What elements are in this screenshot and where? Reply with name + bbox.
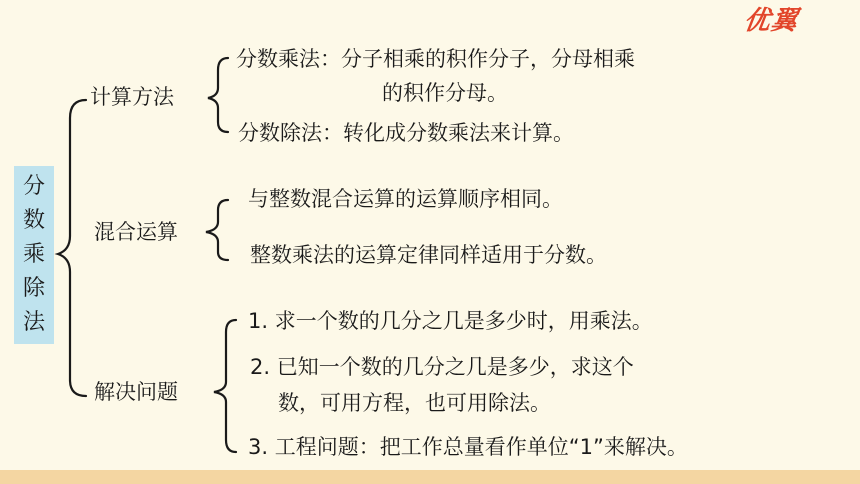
- solve-item-2: 2. 已知一个数的几分之几是多少，求这个: [250, 355, 634, 379]
- root-char: 数: [22, 208, 45, 233]
- main-brace: [58, 100, 86, 396]
- branch-label-mixed: 混合运算: [94, 220, 178, 244]
- branch-label-solve: 解决问题: [94, 380, 178, 404]
- mixed-item-1: 与整数混合运算的运算顺序相同。: [248, 187, 563, 211]
- brand-logo: 优翼: [741, 6, 801, 36]
- solve-item-1: 1. 求一个数的几分之几是多少时，用乘法。: [248, 309, 653, 333]
- root-char: 除: [22, 276, 45, 301]
- bottom-bar: [0, 470, 860, 484]
- root-char: 分: [22, 174, 45, 199]
- root-char: 乘: [22, 242, 45, 267]
- mixed-item-2: 整数乘法的运算定律同样适用于分数。: [250, 243, 607, 267]
- root-char: 法: [22, 310, 45, 335]
- calc-item-1: 分数乘法：分子相乘的积作分子，分母相乘: [236, 47, 635, 71]
- mixed-brace: [206, 200, 228, 260]
- solve-item-2-cont: 数，可用方程，也可用除法。: [278, 391, 551, 415]
- solve-item-3: 3. 工程问题：把工作总量看作单位“1”来解决。: [248, 435, 688, 459]
- calc-item-1-cont: 的积作分母。: [382, 81, 508, 105]
- calc-item-2: 分数除法：转化成分数乘法来计算。: [238, 121, 574, 145]
- calc-brace: [208, 58, 228, 132]
- solve-brace: [214, 320, 236, 452]
- branch-label-calc: 计算方法: [90, 85, 174, 109]
